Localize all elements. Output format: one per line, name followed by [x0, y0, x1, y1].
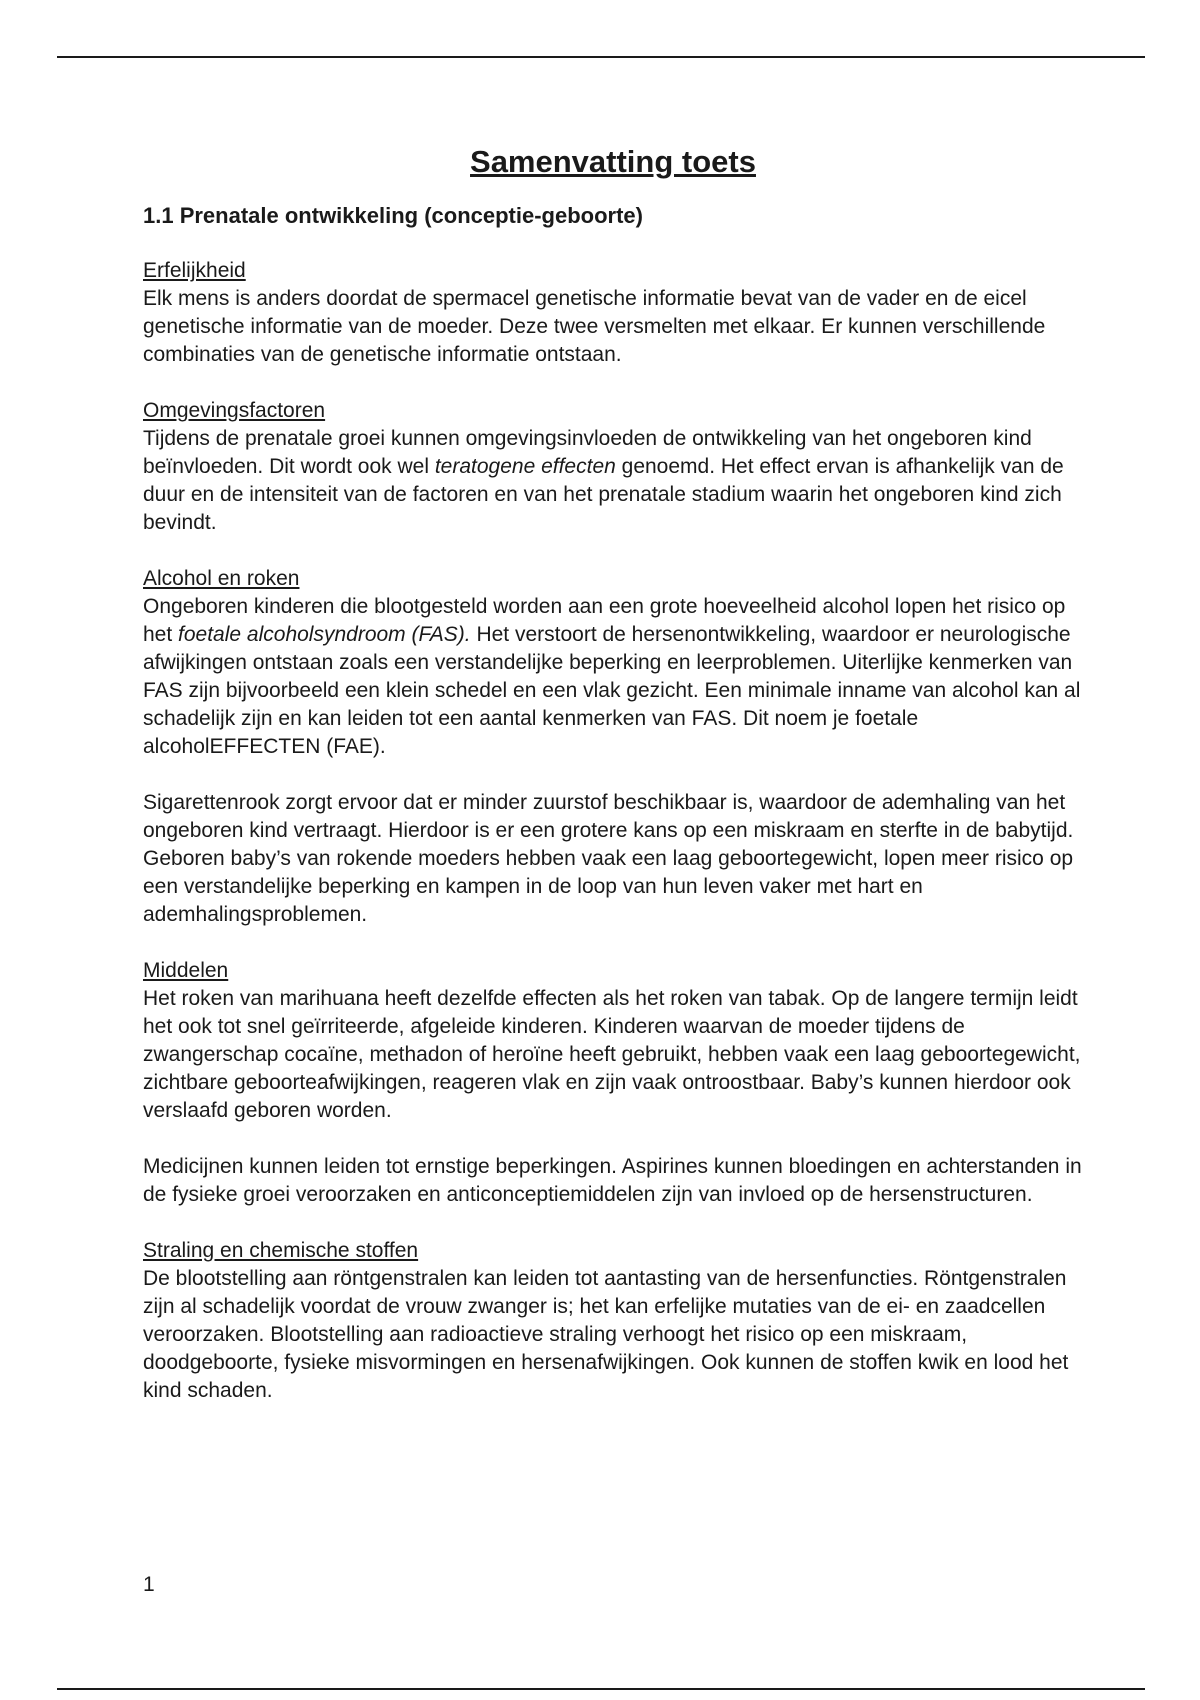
- section-middelen: [143, 957, 1083, 1125]
- section-straling: [143, 1237, 1083, 1405]
- document-body: [143, 138, 1083, 1433]
- header-rule: [57, 56, 1145, 58]
- section-alcohol-roken: [143, 565, 1083, 761]
- page-number: 1: [143, 1573, 155, 1596]
- document-title: Samenvatting toets: [470, 144, 756, 179]
- paragraph-erfelijkheid: Elk mens is anders doordat de spermacel genetische informatie bevat van de vader en de eicel genetische informatie van de moeder. Deze twee versmelten met elkaar. Er kunnen verschillende combinaties van de genetische informatie ontstaan.: [143, 287, 1046, 366]
- section-roken: [143, 789, 1083, 929]
- paragraph-medicijnen: Medicijnen kunnen leiden tot ernstige beperkingen. Aspirines kunnen bloedingen en achterstanden in de fysieke groei veroorzaken en anticonceptiemiddelen zijn van invloed op de hersenstructuren.: [143, 1155, 1082, 1206]
- subheading-erfelijkheid: Erfelijkheid: [143, 259, 246, 282]
- paragraph-text: genoemd. Het effect ervan is afhankelijk van de duur en de intensiteit van de factoren en van het prenatale stadium waarin het ongeboren kind zich bevindt.: [143, 455, 1064, 534]
- subheading-middelen: Middelen: [143, 959, 229, 982]
- paragraph-text: Tijdens de prenatale groei kunnen omgevingsinvloeden de ontwikkeling van het ongeboren kind beïnvloeden. Dit wordt ook wel: [143, 427, 1032, 478]
- paragraph-straling: De blootstelling aan röntgenstralen kan leiden tot aantasting van de hersenfuncties. Röntgenstralen zijn al schadelijk voordat de vrouw zwanger is; het kan erfelijke mutaties van de ei- en zaadcellen veroorzaken. Blootstelling aan radioactieve straling verhoogt het risico op een miskraam, doodgeboorte, fysieke misvormingen en hersenafwijkingen. Ook kunnen de stoffen kwik en lood het kind schaden.: [143, 1267, 1069, 1402]
- section-omgevingsfactoren: [143, 397, 1083, 537]
- subheading-alcohol-roken: Alcohol en roken: [143, 567, 300, 590]
- section-medicijnen: [143, 1153, 1083, 1209]
- paragraph-alcohol: [143, 593, 1083, 761]
- subheading-straling: Straling en chemische stoffen: [143, 1239, 419, 1262]
- footer-rule: [57, 1688, 1145, 1690]
- paragraph-text: Ongeboren kinderen die blootgesteld worden aan een grote hoeveelheid alcohol lopen het risico op het: [143, 595, 1066, 646]
- paragraph-roken: Sigarettenrook zorgt ervoor dat er minder zuurstof beschikbaar is, waardoor de ademhaling van het ongeboren kind vertraagt. Hierdoor is er een grotere kans op een miskraam en sterfte in de babytijd. Geboren baby’s van rokende moeders hebben vaak een laag geboortegewicht, lopen meer risico op een verstandelijke beperking en kampen in de loop van hun leven vaker met hart en ademhalingsproblemen.: [143, 791, 1074, 926]
- section-heading: 1.1 Prenatale ontwikkeling (conceptie-geboorte): [143, 203, 643, 228]
- term-fas: foetale alcoholsyndroom (FAS).: [178, 623, 471, 646]
- subheading-omgevingsfactoren: Omgevingsfactoren: [143, 399, 326, 422]
- paragraph-omgevingsfactoren: [143, 425, 1083, 537]
- paragraph-text: Het verstoort de hersenontwikkeling, waardoor er neurologische afwijkingen ontstaan zoals een verstandelijke beperking en leerproblemen. Uiterlijke kenmerken van FAS zijn bijvoorbeeld een klein schedel en een vlak gezicht. Een minimale inname van alcohol kan al schadelijk zijn en kan leiden tot een aantal kenmerken van FAS. Dit noem je foetale alcoholEFFECTEN (FAE).: [143, 623, 1081, 758]
- section-erfelijkheid: [143, 257, 1083, 369]
- term-teratogene-effecten: teratogene effecten: [434, 455, 616, 478]
- paragraph-middelen: Het roken van marihuana heeft dezelfde effecten als het roken van tabak. Op de langere termijn leidt het ook tot snel geïrriteerde, afgeleide kinderen. Kinderen waarvan de moeder tijdens de zwangerschap cocaïne, methadon of heroïne heeft gebruikt, hebben vaak een laag geboortegewicht, zichtbare geboorteafwijkingen, reageren vlak en zijn vaak ontroostbaar. Baby’s kunnen hierdoor ook verslaafd geboren worden.: [143, 987, 1081, 1122]
